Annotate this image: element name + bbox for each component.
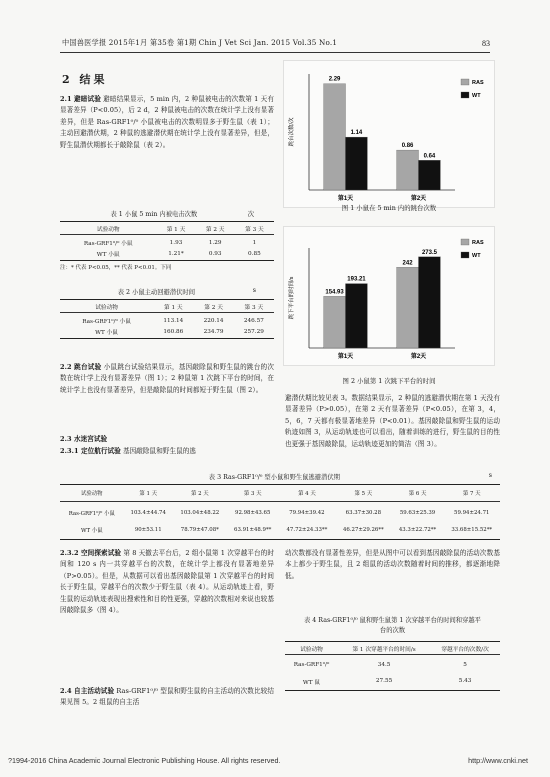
para-2-3-1-text: 基因敲除鼠和野生鼠的逃 <box>120 447 197 455</box>
para-2-3-1 <box>60 446 274 457</box>
bar <box>419 257 441 348</box>
table-row <box>60 326 274 339</box>
para-2-3-2-heading: 2.3.2 空间探索试验 <box>60 549 122 557</box>
table-row <box>60 521 500 540</box>
bar-value-label: 193.21 <box>347 276 366 283</box>
table-cell: 5 <box>463 662 467 669</box>
para-2-1-text: 避暗结果显示，5 min 内，2 种鼠被电击的次数第 1 天有显著差异（P<0.05），后 2 d，2 种鼠被电击的次数在统计学上没有显著差异，但是 Ras-GRF1⁰/⁰ 小鼠被电击的次数明显多于野生鼠（表 1）；主动回避潜伏期，2 种鼠的逃避潜伏期在统计学上没有显著差异，但是，野生鼠潜伏期都长于敲除鼠（表 2）。 <box>60 95 275 149</box>
table-3 <box>60 472 500 540</box>
table-cell: 160.86 <box>163 328 184 335</box>
para-2-3-2-text: 第 8 天撤去平台后，2 组小鼠第 1 次穿越平台的时间和 120 s 内一共穿越平台的次数，在统计学上都没有显著地差异（P>0.05）。但是，从数据可以看出基因敲除鼠第 1 次穿越平台的时间长于野生鼠，穿越平台的次数少于野生鼠（表 4）。从运动轨迹上看，野生鼠的运动轨迹表现出搜索性和目的性更强，穿越的次数相对来说也较基因敲除鼠多（图 4）。 <box>60 549 274 615</box>
table-1-header: 试验动物 <box>96 226 120 233</box>
table-cell: 47.72±24.33** <box>286 526 328 533</box>
para-2-2-text: 小鼠跳台试验结果显示，基因敲除鼠和野生鼠的跳台的次数在统计学上没有显著差异（图 1）；2 种鼠第 1 次跳下平台的时间，在统计学上也没有显著差异，但是敲除鼠的时间都短于野生鼠（图 2）。 <box>60 363 274 394</box>
table-cell: Ras-GRF1⁰/⁰ <box>293 662 330 669</box>
legend-swatch <box>461 252 469 258</box>
table-1-header: 第 2 天 <box>205 226 225 233</box>
bar-value-label: 2.29 <box>328 76 341 83</box>
table-4-grid <box>285 641 500 691</box>
table-cell: 59.94±24.71 <box>454 509 490 516</box>
table-2-header: 试验动物 <box>95 304 118 311</box>
bar <box>324 296 346 348</box>
right-paragraph: 避潜伏期比较见表 3。数据结果显示，2 种鼠的逃避潜伏期在第 1 天没有显著差异（P>0.05），在第 2 天有显著差异（P<0.05），在第 3，4，5，6，7 天都有极显著地差异（P<0.01）。基因敲除鼠和野生鼠的运动轨迹如图 3，从运动轨迹也可以看出，随着训练的进行，野生鼠的目的性也更强于基因敲除鼠，运动轨迹更加的简洁（图 3）。 <box>285 394 500 448</box>
para-2-3-1-heading: 2.3.1 定位航行试验 <box>60 447 121 455</box>
table-4-header: 穿越平台的次数/次 <box>441 646 489 653</box>
table-3-header: 第 2 天 <box>191 491 209 497</box>
para-2-1-heading: 2.1 避暗试验 <box>60 95 101 103</box>
table-cell: WT 小鼠 <box>96 252 120 259</box>
table-cell: 234.79 <box>203 328 224 335</box>
table-3-header: 第 7 天 <box>462 491 481 497</box>
table-cell: 113.14 <box>163 317 184 324</box>
table-1-header: 第 1 天 <box>166 226 186 233</box>
bar-value-label: 0.64 <box>423 153 436 160</box>
table-1-grid <box>60 221 274 261</box>
figure-1-chart <box>283 60 495 208</box>
legend-swatch <box>461 79 469 85</box>
para-2-1 <box>60 94 274 151</box>
figure-2-caption: 图 2 小鼠第 1 次跳下平台的时间 <box>342 377 436 385</box>
heading-2-3: 2.3 水迷宫试验 <box>60 435 108 443</box>
table-cell: WT 小鼠 <box>95 330 118 337</box>
legend-label: WT <box>472 93 481 99</box>
figure-2-chart <box>283 226 495 366</box>
bar <box>397 150 419 190</box>
x-tick-label: 第1天 <box>337 354 354 360</box>
table-1 <box>60 209 274 271</box>
table-cell: 1 <box>252 239 257 246</box>
table-3-header: 第 3 天 <box>243 491 262 497</box>
table-cell: 34.5 <box>377 662 391 669</box>
table-2-caption: 表 2 小鼠主动回避潜伏时间 <box>117 289 196 296</box>
table-4 <box>285 616 500 691</box>
bar-value-label: 0.86 <box>401 143 414 150</box>
table-cell: 1.29 <box>208 239 222 246</box>
table-1-caption: 表 1 小鼠 5 min 内被电击次数 <box>110 211 198 218</box>
table-cell: Ras-GRF1⁰/⁰ 小鼠 <box>68 510 115 517</box>
footer-copyright: ?1994-2016 China Academic Journal Electronic Publishing House. All rights reserved. <box>8 756 281 765</box>
table-cell: Ras-GRF1⁰/⁰ 小鼠 <box>82 319 131 326</box>
para-2-3-2 <box>60 548 274 616</box>
footer-url: http://www.cnki.net <box>468 756 528 765</box>
table-cell: 43.3±22.72** <box>398 526 437 533</box>
table-cell: 79.94±39.42 <box>289 509 325 516</box>
table-3-header: 第 6 天 <box>408 491 427 497</box>
table-row <box>60 248 274 261</box>
table-cell: 33.68±15.52** <box>451 526 493 533</box>
table-cell: 5.43 <box>458 678 472 685</box>
table-cell: 63.91±48.9** <box>234 526 272 533</box>
table-cell: 0.85 <box>248 250 261 257</box>
bar <box>419 160 441 190</box>
table-cell: WT 小鼠 <box>80 527 103 534</box>
table-cell: WT 鼠 <box>302 679 321 686</box>
legend-swatch <box>461 92 469 98</box>
x-tick-label: 第1天 <box>337 196 354 202</box>
para-2-4 <box>60 686 274 709</box>
table-cell: 90±53.11 <box>134 526 162 533</box>
table-4-header: 第 1 次穿越平台的时间/s <box>352 646 416 653</box>
legend-label: WT <box>472 253 481 259</box>
table-cell: 0.93 <box>208 250 222 257</box>
table-1-note: 注：* 代表 P<0.05，** 代表 P<0.01。下同 <box>60 265 172 271</box>
legend-label: RAS <box>472 80 484 86</box>
table-row <box>60 502 500 521</box>
bar-value-label: 1.14 <box>350 130 363 137</box>
y-axis-label: 跳下平台的时间/s <box>289 276 295 320</box>
table-2-grid <box>60 299 274 339</box>
table-2-unit: s <box>252 287 256 294</box>
table-row <box>285 673 500 691</box>
running-header <box>62 37 490 49</box>
table-cell: 220.14 <box>203 317 224 324</box>
figure-1-caption: 图 1 小鼠在 5 min 内的跳台次数 <box>341 204 437 212</box>
table-row <box>285 655 500 673</box>
bar <box>397 267 419 348</box>
table-cell: 1.93 <box>169 239 183 246</box>
page-number: 83 <box>482 38 490 48</box>
table-cell: 59.63±25.39 <box>399 509 436 516</box>
chart-frame <box>284 227 495 366</box>
table-row <box>60 313 274 326</box>
table-cell: 92.98±43.65 <box>235 509 271 516</box>
legend-swatch <box>461 239 469 245</box>
x-tick-label: 第2天 <box>410 196 427 202</box>
running-header-text: 中国兽医学报 2015年1月 第35卷 第1期 Chin J Vet Sci Jan. 2015 Vol.35 No.1 <box>62 38 338 47</box>
legend-label: RAS <box>472 240 484 246</box>
section-title: 2 结果 <box>62 73 108 86</box>
x-tick-label: 第2天 <box>410 354 427 360</box>
header-rule <box>60 52 490 53</box>
para-2-2 <box>60 362 274 396</box>
table-cell: 257.29 <box>243 328 264 335</box>
table-cell: 27.55 <box>375 678 393 685</box>
para-2-2-heading: 2.2 跳台试验 <box>60 363 102 371</box>
table-3-header: 试验动物 <box>80 491 103 497</box>
bar-value-label: 242 <box>402 260 413 267</box>
table-4-header: 试验动物 <box>300 646 323 653</box>
table-row <box>60 235 274 248</box>
table-2 <box>60 287 274 339</box>
right-paragraph-2: 动次数都没有显著性差异，但是从图中可以看到基因敲除鼠的活动次数基本上都少于野生鼠，且 2 组鼠的活动次数随着时间的推移，都逐渐地降低。 <box>285 549 500 580</box>
table-4-caption: 表 4 Ras-GRF1⁰/⁰ 鼠和野生鼠第 1 次穿越平台的时间和穿越平台的次数 <box>304 617 481 634</box>
table-1-unit: 次 <box>247 211 254 218</box>
table-3-unit: s <box>488 472 492 479</box>
para-2-4-text: Ras-GRF1⁰/⁰ 型鼠和野生鼠的自主活动的次数比较结果见图 5。2 组鼠的自主活 <box>60 687 274 707</box>
table-3-header: 第 1 天 <box>139 491 158 497</box>
table-1-header: 第 3 天 <box>245 226 264 233</box>
page-footer <box>8 756 528 765</box>
y-axis-label: 跳台次数/次 <box>289 117 295 147</box>
bar <box>324 84 346 190</box>
table-3-caption: 表 3 Ras-GRF1⁰/⁰ 型小鼠和野生鼠逃避潜伏期 <box>208 474 340 481</box>
bar <box>346 137 368 190</box>
table-cell: 246.57 <box>243 317 264 324</box>
table-cell: 63.37±30.28 <box>345 509 382 516</box>
bar <box>346 284 368 348</box>
bar-value-label: 154.93 <box>325 289 344 296</box>
table-2-header: 第 3 天 <box>244 304 264 311</box>
table-3-header: 第 5 天 <box>354 491 373 497</box>
para-2-4-heading: 2.4 自主活动试验 <box>60 687 115 695</box>
table-cell: 78.79±47.08* <box>180 526 219 533</box>
table-cell: 103.4±44.74 <box>130 509 166 516</box>
table-cell: 1.21* <box>168 250 184 257</box>
table-cell: Ras-GRF1⁰/⁰ 小鼠 <box>83 241 133 248</box>
table-3-grid <box>60 484 500 540</box>
table-2-header: 第 1 天 <box>164 304 183 311</box>
table-cell: 46.27±29.26** <box>342 526 384 533</box>
table-cell: 103.04±48.22 <box>180 509 220 516</box>
table-2-header: 第 2 天 <box>204 304 223 311</box>
table-3-header: 第 4 天 <box>298 491 316 497</box>
bar-value-label: 273.5 <box>421 249 437 256</box>
